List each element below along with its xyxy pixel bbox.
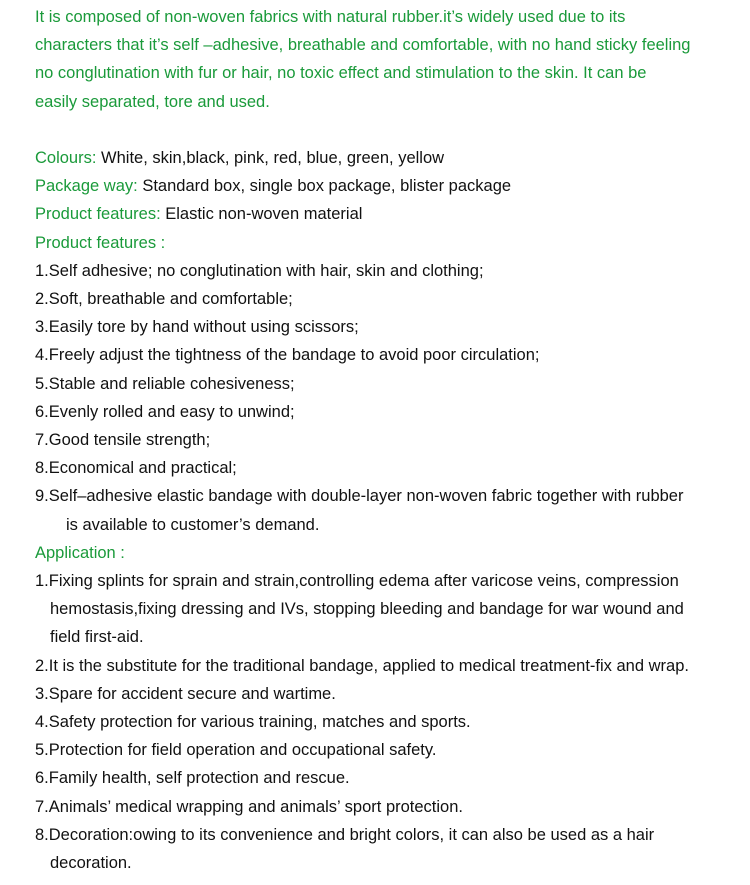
application-item: 4.Safety protection for various training, matches and sports. [35, 713, 471, 732]
material-label: Product features: [35, 205, 161, 224]
package-label: Package way: [35, 177, 138, 196]
application-item: 6.Family health, self protection and rescue. [35, 769, 350, 788]
intro-line: characters that it’s self –adhesive, breathable and comfortable, with no hand sticky feeling [35, 36, 691, 55]
colours-label: Colours: [35, 149, 97, 167]
colours-value: White, skin,black, pink, red, blue, green, yellow [101, 149, 445, 167]
package-row [35, 172, 750, 200]
application-item: 8.Decoration:owing to its convenience and bright colors, it can also be used as a hair [35, 825, 655, 844]
feature-item-continuation: is available to customer’s demand. [66, 515, 320, 534]
feature-item: 6.Evenly rolled and easy to unwind; [35, 402, 295, 421]
material-row [35, 200, 750, 228]
application-item: 7.Animals’ medical wrapping and animals’ sport protection. [35, 797, 463, 816]
application-item-continuation: field first-aid. [50, 628, 144, 647]
application-item: 1.Fixing splints for sprain and strain,controlling edema after varicose veins, compression [35, 572, 679, 591]
feature-item: 5.Stable and reliable cohesiveness; [35, 374, 295, 393]
feature-item: 4.Freely adjust the tightness of the bandage to avoid poor circulation; [35, 346, 540, 365]
application-item: 3.Spare for accident secure and wartime. [35, 684, 336, 703]
application-item: 5.Protection for field operation and occupational safety. [35, 741, 437, 760]
colours-row [35, 144, 750, 172]
application-item: 2.It is the substitute for the traditional bandage, applied to medical treatment-fix and wrap. [35, 656, 689, 675]
spacer [35, 116, 750, 144]
feature-item: 3.Easily tore by hand without using scissors; [35, 318, 359, 337]
application-heading: Application : [35, 543, 125, 562]
material-value: Elastic non-woven material [165, 205, 363, 224]
feature-item: 7.Good tensile strength; [35, 431, 211, 450]
intro-line: It is composed of non-woven fabrics with natural rubber.it’s widely used due to its [35, 8, 626, 26]
intro-line: no conglutination with fur or hair, no toxic effect and stimulation to the skin. It can be [35, 64, 647, 83]
package-value: Standard box, single box package, blister package [142, 177, 512, 196]
feature-item: 9.Self–adhesive elastic bandage with double-layer non-woven fabric together with rubber [35, 487, 684, 506]
application-item-continuation: hemostasis,fixing dressing and IVs, stopping bleeding and bandage for war wound and [50, 600, 684, 619]
features-heading: Product features : [35, 233, 166, 252]
feature-item: 2.Soft, breathable and comfortable; [35, 290, 293, 309]
feature-item: 1.Self adhesive; no conglutination with hair, skin and clothing; [35, 261, 484, 280]
intro-line: easily separated, tore and used. [35, 92, 270, 111]
application-item-continuation: decoration. [50, 854, 132, 873]
feature-item: 8.Economical and practical; [35, 459, 237, 478]
